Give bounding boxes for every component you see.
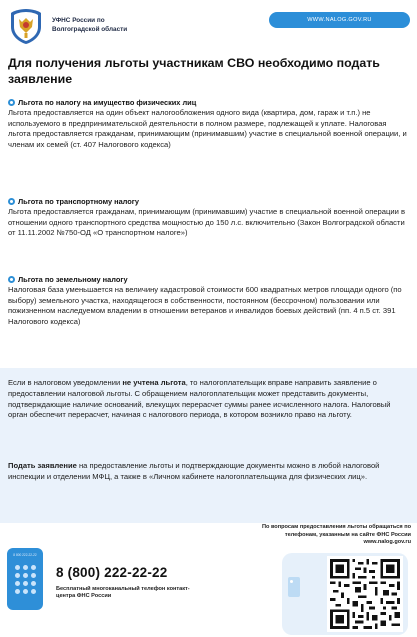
section-heading-text: Льгота по транспортному налогу bbox=[18, 197, 139, 206]
bullet-icon bbox=[8, 276, 15, 283]
keypad-dots bbox=[15, 565, 37, 594]
section-heading-text: Льгота по налогу на имущество физических лиц bbox=[18, 98, 197, 107]
phone-keypad-icon bbox=[7, 548, 43, 610]
section-text: Льгота предоставляется на один объект налогообложения одного вида (квартира, дом, гараж и т.п.) не используемого в предпринимательской деятельности в полном размере, подлежащей к уплате. Налоговая льгота предоставляется гражданам, принимающим (принимавшим) участие в специальной военной операции, и членам их семей (ст. 407 Налогового кодекса) bbox=[8, 108, 407, 149]
qr-panel bbox=[282, 553, 408, 635]
info-box bbox=[0, 368, 417, 523]
org-name bbox=[52, 16, 127, 34]
section-land-tax bbox=[8, 274, 410, 327]
org-name-line2: Волгоградской области bbox=[52, 26, 128, 33]
phone-screen-text: 8 800 222-22-22 bbox=[13, 553, 37, 557]
header bbox=[0, 0, 417, 50]
website-button[interactable]: WWW.NALOG.GOV.RU bbox=[269, 12, 410, 28]
hotline-description: Бесплатный многоканальный телефон контакт-центра ФНС России bbox=[56, 586, 190, 600]
section-property-tax bbox=[8, 97, 410, 150]
info-text: Если в налоговом уведомлении bbox=[8, 378, 123, 387]
qr-code-icon[interactable] bbox=[327, 556, 403, 632]
bullet-icon bbox=[8, 99, 15, 106]
info-paragraph-submission bbox=[8, 461, 410, 483]
section-heading bbox=[8, 97, 410, 108]
section-heading bbox=[8, 196, 410, 207]
section-heading-text: Льгота по земельному налогу bbox=[18, 275, 128, 284]
info-paragraph-recalculation bbox=[8, 378, 410, 421]
contact-note: По вопросам предоставления льготы обращаться по телефонам, указанным на сайте ФНС России www.nalog.gov.ru bbox=[261, 524, 411, 546]
info-text-bold: не учтена льгота bbox=[122, 378, 186, 387]
card-icon bbox=[288, 577, 300, 597]
section-text: Налоговая база уменьшается на величину кадастровой стоимости 600 квадратных метров площади одного (по выбору) земельного участка, находящегося в собственности, постоянном (бессрочном) пользовании или пожизненном наследуемом владении в отношении ветеранов и инвалидов боевых действий (пп. 4 п.5 ст. 391 Налогового кодекса) bbox=[8, 285, 402, 326]
page-title: Для получения льготы участникам СВО необходимо подать заявление bbox=[8, 56, 380, 86]
fns-emblem-icon bbox=[8, 7, 44, 45]
info-text: на предоставление льготы и подтверждающие документы можно в любой налоговой инспекции и отделении МФЦ, а также в «Личном кабинете налогоплательщика для физических лиц». bbox=[8, 461, 380, 481]
info-text: , то налогоплательщик вправе направить заявление о предоставлении налоговой льготы. С обращением налогоплательщик может представить документы, подтверждающие наличие оснований, влекущих перерасчет суммы ранее исчисленного налога. Налоговый орган обеспечит перерасчет, начиная с налогового периода, в котором возникло право на льготу. bbox=[8, 378, 391, 420]
section-heading bbox=[8, 274, 410, 285]
info-text-bold: Подать заявление bbox=[8, 461, 77, 470]
hotline-phone-number[interactable]: 8 (800) 222-22-22 bbox=[56, 565, 168, 580]
section-text: Льгота предоставляется гражданам, принимающим (принимавшим) участие в специальной военной операции в отношении одного транспортного средства мощностью до 150 л.с. включительно (Закон Волгоградской области от 11.11.2002 №750-ОД «О транспортном налоге») bbox=[8, 207, 405, 238]
section-transport-tax bbox=[8, 196, 410, 239]
bullet-icon bbox=[8, 198, 15, 205]
org-name-line1: УФНС России по bbox=[52, 17, 105, 24]
